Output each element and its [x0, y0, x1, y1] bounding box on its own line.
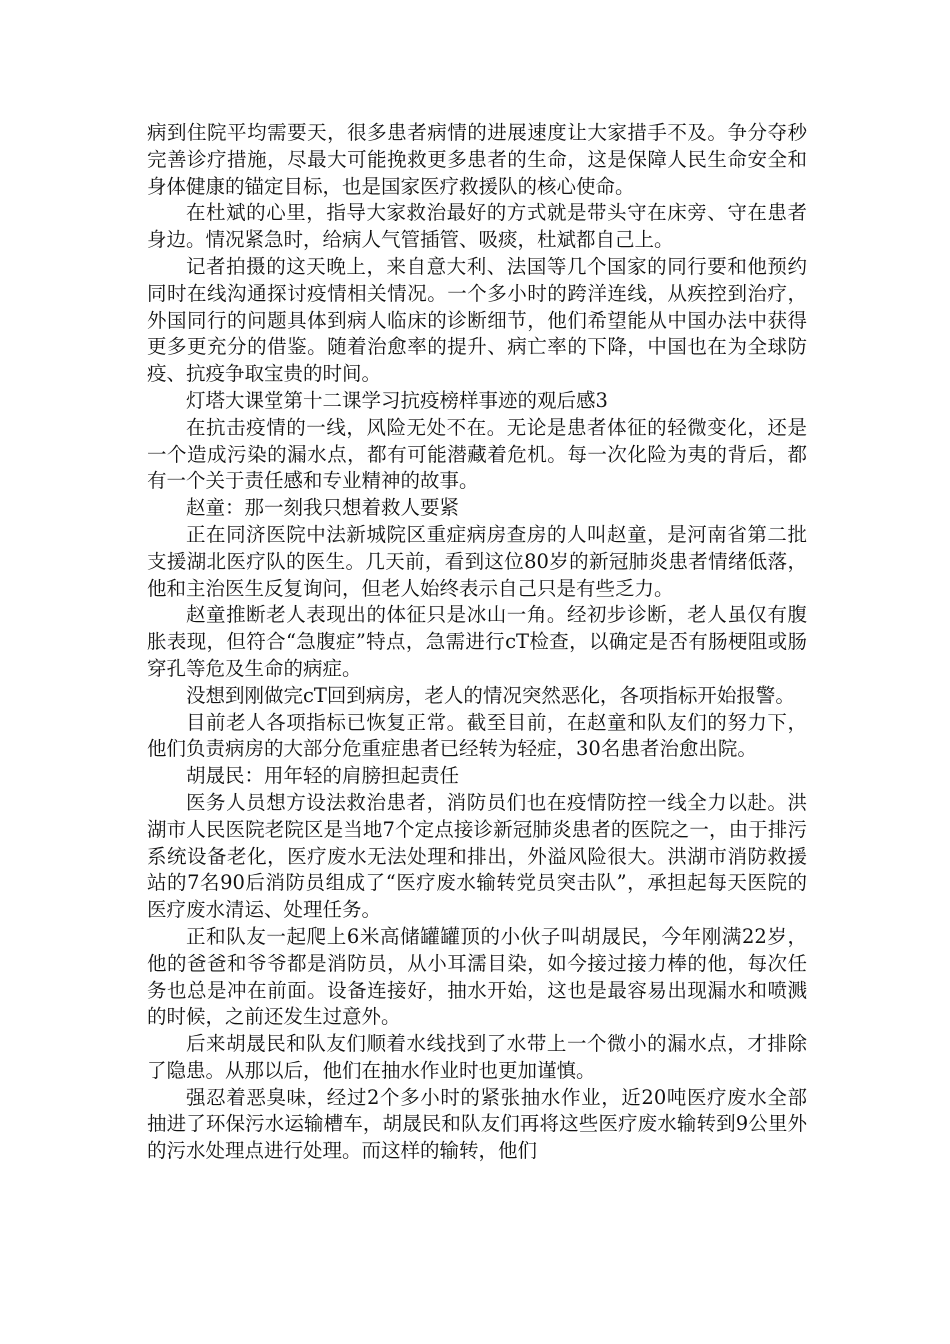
paragraph: 赵童推断老人表现出的体征只是冰山一角。经初步诊断，老人虽仅有腹胀表现，但符合“急腹症”特点，急需进行cT检查，以确定是否有肠梗阻或肠穿孔等危及生命的病症。 — [147, 603, 807, 680]
paragraph: 强忍着恶臭味，经过2个多小时的紧张抽水作业，近20吨医疗废水全部抽进了环保污水运输槽车，胡晟民和队友们再将这些医疗废水输转到9公里外的污水处理点进行处理。而这样的输转，他们 — [147, 1085, 807, 1163]
paragraph: 正和队友一起爬上6米高储罐罐顶的小伙子叫胡晟民，今年刚满22岁，他的爸爸和爷爷都是消防员，从小耳濡目染，如今接过接力棒的他，每次任务也总是冲在前面。设备连接好，抽水开始，这也是最容易出现漏水和喷溅的时候，之前还发生过意外。 — [147, 924, 807, 1029]
document-body — [147, 120, 807, 1165]
subsection-heading: 赵童：那一刻我只想着救人要紧 — [186, 496, 460, 520]
paragraph: 医务人员想方设法救治患者，消防员们也在疫情防控一线全力以赴。洪湖市人民医院老院区是当地7个定点接诊新冠肺炎患者的医院之一，由于排污系统设备老化，医疗废水无法处理和排出，外溢风险很大。洪湖市消防救援站的7名90后消防员组成了“医疗废水输转党员突击队”，承担起每天医院的医疗废水清运、处理任务。 — [147, 790, 807, 922]
subsection-heading: 胡晟民：用年轻的肩膀担起责任 — [186, 764, 460, 788]
paragraph: 病到住院平均需要天，很多患者病情的进展速度让大家措手不及。争分夺秒完善诊疗措施，尽最大可能挽救更多患者的生命，这是保障人民生命安全和身体健康的锚定目标，也是国家医疗救援队的核心使命。 — [147, 121, 807, 198]
section-heading: 灯塔大课堂第十二课学习抗疫榜样事迹的观后感3 — [186, 388, 608, 412]
paragraph: 记者拍摄的这天晚上，来自意大利、法国等几个国家的同行要和他预约同时在线沟通探讨疫情相关情况。一个多小时的跨洋连线，从疾控到治疗，外国同行的问题具体到病人临床的诊断细节，他们希望能从中国办法中获得更多更充分的借鉴。随着治愈率的提升、病亡率的下降，中国也在为全球防疫、抗疫争取宝贵的时间。 — [147, 254, 807, 386]
paragraph: 目前老人各项指标已恢复正常。截至目前，在赵童和队友们的努力下，他们负责病房的大部分危重症患者已经转为轻症，30名患者治愈出院。 — [147, 710, 807, 761]
paragraph: 在抗击疫情的一线，风险无处不在。无论是患者体征的轻微变化，还是一个造成污染的漏水点，都有可能潜藏着危机。每一次化险为夷的背后，都有一个关于责任感和专业精神的故事。 — [147, 415, 807, 493]
paragraph: 后来胡晟民和队友们顺着水线找到了水带上一个微小的漏水点，才排除了隐患。从那以后，他们在抽水作业时也更加谨慎。 — [147, 1032, 807, 1082]
paragraph: 正在同济医院中法新城院区重症病房查房的人叫赵童，是河南省第二批支援湖北医疗队的医生。几天前，看到这位80岁的新冠肺炎患者情绪低落，他和主治医生反复询问，但老人始终表示自己只是有些乏力。 — [147, 522, 807, 600]
paragraph: 在杜斌的心里，指导大家救治最好的方式就是带头守在床旁、守在患者身边。情况紧急时，给病人气管插管、吸痰，杜斌都自己上。 — [147, 201, 807, 252]
paragraph: 没想到刚做完cT回到病房，老人的情况突然恶化，各项指标开始报警。 — [186, 683, 795, 707]
